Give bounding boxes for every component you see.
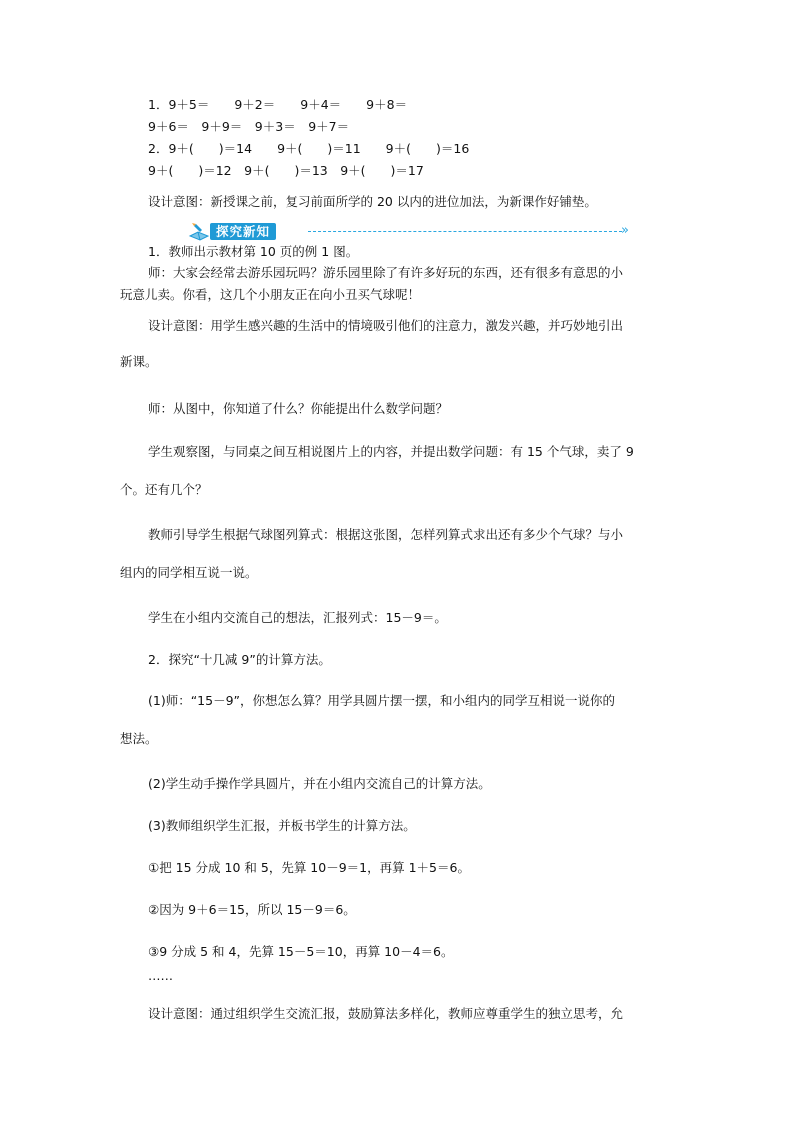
method-3: ③9 分成 5 和 4，先算 15－5＝10，再算 10－4＝6。 xyxy=(148,944,454,959)
design-note-3: 设计意图：通过组织学生交流汇报，鼓励算法多样化，教师应尊重学生的独立思考，允 xyxy=(148,1006,624,1021)
teacher-question: 师：从图中，你知道了什么？你能提出什么数学问题？ xyxy=(148,401,449,416)
book-pencil-icon xyxy=(188,221,210,243)
method-1: ①把 15 分成 10 和 5，先算 10－9＝1，再算 1＋5＝6。 xyxy=(148,860,470,875)
step-1: 1．教师出示教材第 10 页的例 1 图。 xyxy=(148,244,359,259)
method-2: ②因为 9＋6＝15，所以 15－9＝6。 xyxy=(148,902,356,917)
design-note-2: 设计意图：用学生感兴趣的生活中的情境吸引他们的注意力，激发兴趣，并巧妙地引出 新课。 xyxy=(120,318,624,369)
teacher-guide: 教师引导学生根据气球图列算式：根据这张图，怎样列算式求出还有多少个气球？与小 组内的同学相互说一说。 xyxy=(120,527,624,580)
exercise-line-2: 9＋6＝ 9＋9＝ 9＋3＝ 9＋7＝ xyxy=(148,119,350,134)
teacher-intro: 师：大家会经常去游乐园玩吗？游乐园里除了有许多好玩的东西，还有很多有意思的小 玩意儿卖。你看，这几个小朋友正在向小丑买气球呢！ xyxy=(120,265,624,302)
exercise-line-4: 9＋( )＝12 9＋( )＝13 9＋( )＝17 xyxy=(148,163,424,178)
sub-step-1: (1)师：“15－9”，你想怎么算？用学具圆片摆一摆，和小组内的同学互相说一说你的 想法。 xyxy=(120,693,616,746)
section-title: 探究新知 xyxy=(210,223,276,240)
ellipsis: …… xyxy=(148,968,173,983)
step-2: 2．探究“十几减 9”的计算方法。 xyxy=(148,652,331,667)
student-report: 学生在小组内交流自己的想法，汇报列式：15－9＝。 xyxy=(148,610,447,625)
section-banner xyxy=(188,221,638,243)
student-observe: 学生观察图，与同桌之间互相说图片上的内容，并提出数学问题：有 15 个气球，卖了 9 个。还有几个？ xyxy=(120,444,634,497)
exercise-line-3: 2．9＋( )＝14 9＋( )＝11 9＋( )＝16 xyxy=(148,141,470,156)
design-note-1: 设计意图：新授课之前，复习前面所学的 20 以内的进位加法，为新课作好铺垫。 xyxy=(148,194,597,209)
double-chevron-right-icon: » xyxy=(621,223,629,238)
sub-step-3: (3)教师组织学生汇报，并板书学生的计算方法。 xyxy=(148,818,416,833)
banner-divider xyxy=(308,231,622,232)
sub-step-2: (2)学生动手操作学具圆片，并在小组内交流自己的计算方法。 xyxy=(148,776,491,791)
exercise-line-1: 1．9＋5＝ 9＋2＝ 9＋4＝ 9＋8＝ xyxy=(148,97,408,112)
